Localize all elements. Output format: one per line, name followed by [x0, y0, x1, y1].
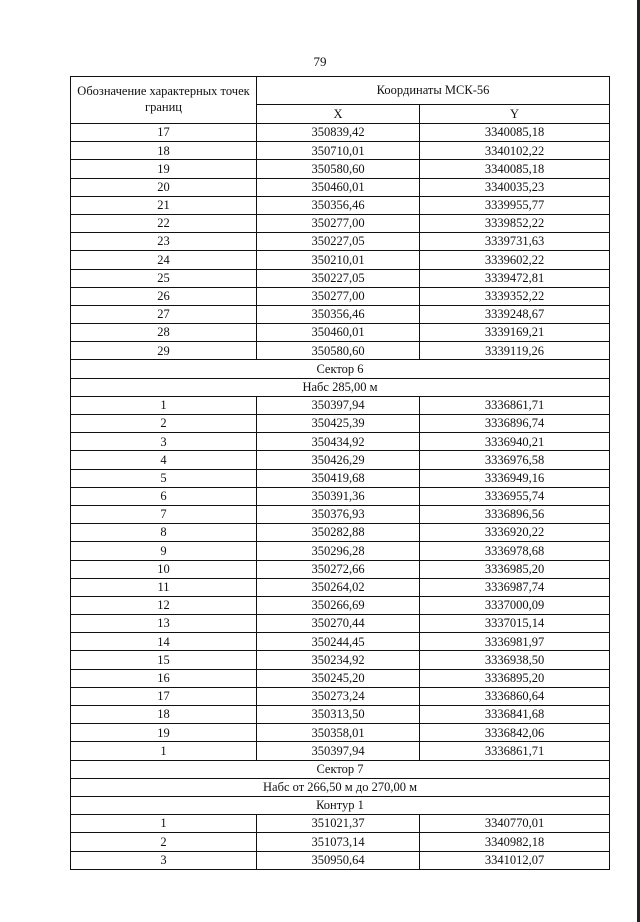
x-coordinate-cell: 350950,64 — [257, 851, 420, 869]
y-coordinate-cell: 3336896,74 — [420, 415, 610, 433]
y-coordinate-cell: 3340035,23 — [420, 178, 610, 196]
table-row — [71, 124, 610, 142]
table-row — [71, 851, 610, 869]
table-row — [71, 724, 610, 742]
section-row — [71, 378, 610, 396]
y-coordinate-cell: 3336920,22 — [420, 524, 610, 542]
point-cell: 4 — [71, 451, 257, 469]
section-row — [71, 360, 610, 378]
x-coordinate-cell: 350227,05 — [257, 269, 420, 287]
y-coordinate-cell: 3336842,06 — [420, 724, 610, 742]
point-cell: 1 — [71, 815, 257, 833]
x-coordinate-cell: 350425,39 — [257, 415, 420, 433]
x-coordinate-cell: 350264,02 — [257, 578, 420, 596]
table-row — [71, 396, 610, 414]
coordinate-system-header: Координаты МСК-56 — [257, 77, 610, 105]
point-cell: 17 — [71, 124, 257, 142]
y-coordinate-cell: 3336938,50 — [420, 651, 610, 669]
x-coordinate-cell: 350234,92 — [257, 651, 420, 669]
y-coordinate-cell: 3336981,97 — [420, 633, 610, 651]
section-title: Сектор 6 — [71, 360, 610, 378]
table-row — [71, 342, 610, 360]
y-coordinate-cell: 3340085,18 — [420, 124, 610, 142]
y-coordinate-cell: 3339169,21 — [420, 324, 610, 342]
point-cell: 28 — [71, 324, 257, 342]
point-cell: 14 — [71, 633, 257, 651]
point-cell: 20 — [71, 178, 257, 196]
y-coordinate-cell: 3339248,67 — [420, 305, 610, 323]
x-coordinate-cell: 350245,20 — [257, 669, 420, 687]
table-row — [71, 596, 610, 614]
x-coordinate-cell: 350839,42 — [257, 124, 420, 142]
x-coordinate-cell: 350434,92 — [257, 433, 420, 451]
x-coordinate-cell: 350273,24 — [257, 687, 420, 705]
table-row — [71, 833, 610, 851]
section-row — [71, 796, 610, 814]
table-row — [71, 142, 610, 160]
section-title: Контур 1 — [71, 796, 610, 814]
point-cell: 27 — [71, 305, 257, 323]
x-coordinate-cell: 350710,01 — [257, 142, 420, 160]
table-row — [71, 742, 610, 760]
y-coordinate-cell: 3339731,63 — [420, 233, 610, 251]
table-row — [71, 505, 610, 523]
point-cell: 23 — [71, 233, 257, 251]
y-column-header: Y — [420, 105, 610, 124]
x-coordinate-cell: 350266,69 — [257, 596, 420, 614]
point-cell: 2 — [71, 833, 257, 851]
x-coordinate-cell: 350580,60 — [257, 342, 420, 360]
point-cell: 22 — [71, 214, 257, 232]
y-coordinate-cell: 3336949,16 — [420, 469, 610, 487]
point-cell: 18 — [71, 142, 257, 160]
y-coordinate-cell: 3339472,81 — [420, 269, 610, 287]
y-coordinate-cell: 3339602,22 — [420, 251, 610, 269]
x-coordinate-cell: 350282,88 — [257, 524, 420, 542]
table-row — [71, 615, 610, 633]
point-cell: 19 — [71, 724, 257, 742]
y-coordinate-cell: 3339955,77 — [420, 196, 610, 214]
point-cell: 16 — [71, 669, 257, 687]
table-row — [71, 433, 610, 451]
y-coordinate-cell: 3336940,21 — [420, 433, 610, 451]
x-coordinate-cell: 350426,29 — [257, 451, 420, 469]
y-coordinate-cell: 3336896,56 — [420, 505, 610, 523]
section-title: Сектор 7 — [71, 760, 610, 778]
x-coordinate-cell: 350277,00 — [257, 287, 420, 305]
point-cell: 11 — [71, 578, 257, 596]
y-coordinate-cell: 3336895,20 — [420, 669, 610, 687]
table-row — [71, 415, 610, 433]
y-coordinate-cell: 3337015,14 — [420, 615, 610, 633]
x-coordinate-cell: 350376,93 — [257, 505, 420, 523]
point-cell: 24 — [71, 251, 257, 269]
table-row — [71, 815, 610, 833]
table-row — [71, 269, 610, 287]
y-coordinate-cell: 3336985,20 — [420, 560, 610, 578]
x-column-header: X — [257, 105, 420, 124]
y-coordinate-cell: 3336978,68 — [420, 542, 610, 560]
point-cell: 17 — [71, 687, 257, 705]
point-cell: 1 — [71, 396, 257, 414]
point-cell: 5 — [71, 469, 257, 487]
x-coordinate-cell: 350397,94 — [257, 396, 420, 414]
point-cell: 9 — [71, 542, 257, 560]
table-row — [71, 287, 610, 305]
point-cell: 29 — [71, 342, 257, 360]
point-cell: 2 — [71, 415, 257, 433]
point-cell: 15 — [71, 651, 257, 669]
point-cell: 7 — [71, 505, 257, 523]
table-row — [71, 560, 610, 578]
x-coordinate-cell: 350356,46 — [257, 196, 420, 214]
x-coordinate-cell: 350277,00 — [257, 214, 420, 232]
x-coordinate-cell: 350358,01 — [257, 724, 420, 742]
y-coordinate-cell: 3339119,26 — [420, 342, 610, 360]
table-row — [71, 451, 610, 469]
section-title: Набс 285,00 м — [71, 378, 610, 396]
point-cell: 25 — [71, 269, 257, 287]
table-row — [71, 578, 610, 596]
y-coordinate-cell: 3336841,68 — [420, 706, 610, 724]
point-cell: 6 — [71, 487, 257, 505]
table-row — [71, 651, 610, 669]
y-coordinate-cell: 3340770,01 — [420, 815, 610, 833]
table-row — [71, 160, 610, 178]
point-cell: 19 — [71, 160, 257, 178]
y-coordinate-cell: 3340085,18 — [420, 160, 610, 178]
x-coordinate-cell: 351021,37 — [257, 815, 420, 833]
table-row — [71, 469, 610, 487]
table-row — [71, 233, 610, 251]
table-row — [71, 633, 610, 651]
y-coordinate-cell: 3336955,74 — [420, 487, 610, 505]
point-cell: 3 — [71, 851, 257, 869]
table-row — [71, 524, 610, 542]
x-coordinate-cell: 350391,36 — [257, 487, 420, 505]
table-row — [71, 487, 610, 505]
point-cell: 8 — [71, 524, 257, 542]
section-row — [71, 760, 610, 778]
y-coordinate-cell: 3336860,64 — [420, 687, 610, 705]
point-cell: 13 — [71, 615, 257, 633]
table-row — [71, 542, 610, 560]
point-cell: 3 — [71, 433, 257, 451]
y-coordinate-cell: 3340982,18 — [420, 833, 610, 851]
x-coordinate-cell: 350244,45 — [257, 633, 420, 651]
table-body — [71, 124, 610, 870]
x-coordinate-cell: 350270,44 — [257, 615, 420, 633]
y-coordinate-cell: 3336861,71 — [420, 396, 610, 414]
table-row — [71, 305, 610, 323]
x-coordinate-cell: 350580,60 — [257, 160, 420, 178]
table-row — [71, 178, 610, 196]
coordinates-table — [70, 76, 610, 870]
point-cell: 1 — [71, 742, 257, 760]
x-coordinate-cell: 350356,46 — [257, 305, 420, 323]
point-cell: 21 — [71, 196, 257, 214]
y-coordinate-cell: 3336861,71 — [420, 742, 610, 760]
points-column-header: Обозначение характерных точек границ — [71, 77, 257, 124]
point-cell: 10 — [71, 560, 257, 578]
x-coordinate-cell: 350460,01 — [257, 324, 420, 342]
table-row — [71, 687, 610, 705]
table-row — [71, 196, 610, 214]
x-coordinate-cell: 351073,14 — [257, 833, 420, 851]
x-coordinate-cell: 350210,01 — [257, 251, 420, 269]
point-cell: 26 — [71, 287, 257, 305]
x-coordinate-cell: 350313,50 — [257, 706, 420, 724]
table-row — [71, 324, 610, 342]
x-coordinate-cell: 350272,66 — [257, 560, 420, 578]
x-coordinate-cell: 350296,28 — [257, 542, 420, 560]
y-coordinate-cell: 3340102,22 — [420, 142, 610, 160]
y-coordinate-cell: 3339852,22 — [420, 214, 610, 232]
table-row — [71, 214, 610, 232]
page-number: 79 — [313, 54, 327, 69]
y-coordinate-cell: 3336987,74 — [420, 578, 610, 596]
point-cell: 18 — [71, 706, 257, 724]
y-coordinate-cell: 3336976,58 — [420, 451, 610, 469]
x-coordinate-cell: 350419,68 — [257, 469, 420, 487]
x-coordinate-cell: 350227,05 — [257, 233, 420, 251]
y-coordinate-cell: 3337000,09 — [420, 596, 610, 614]
y-coordinate-cell: 3339352,22 — [420, 287, 610, 305]
x-coordinate-cell: 350397,94 — [257, 742, 420, 760]
section-row — [71, 778, 610, 796]
y-coordinate-cell: 3341012,07 — [420, 851, 610, 869]
x-coordinate-cell: 350460,01 — [257, 178, 420, 196]
table-row — [71, 706, 610, 724]
point-cell: 12 — [71, 596, 257, 614]
table-row — [71, 251, 610, 269]
section-title: Набс от 266,50 м до 270,00 м — [71, 778, 610, 796]
table-row — [71, 669, 610, 687]
